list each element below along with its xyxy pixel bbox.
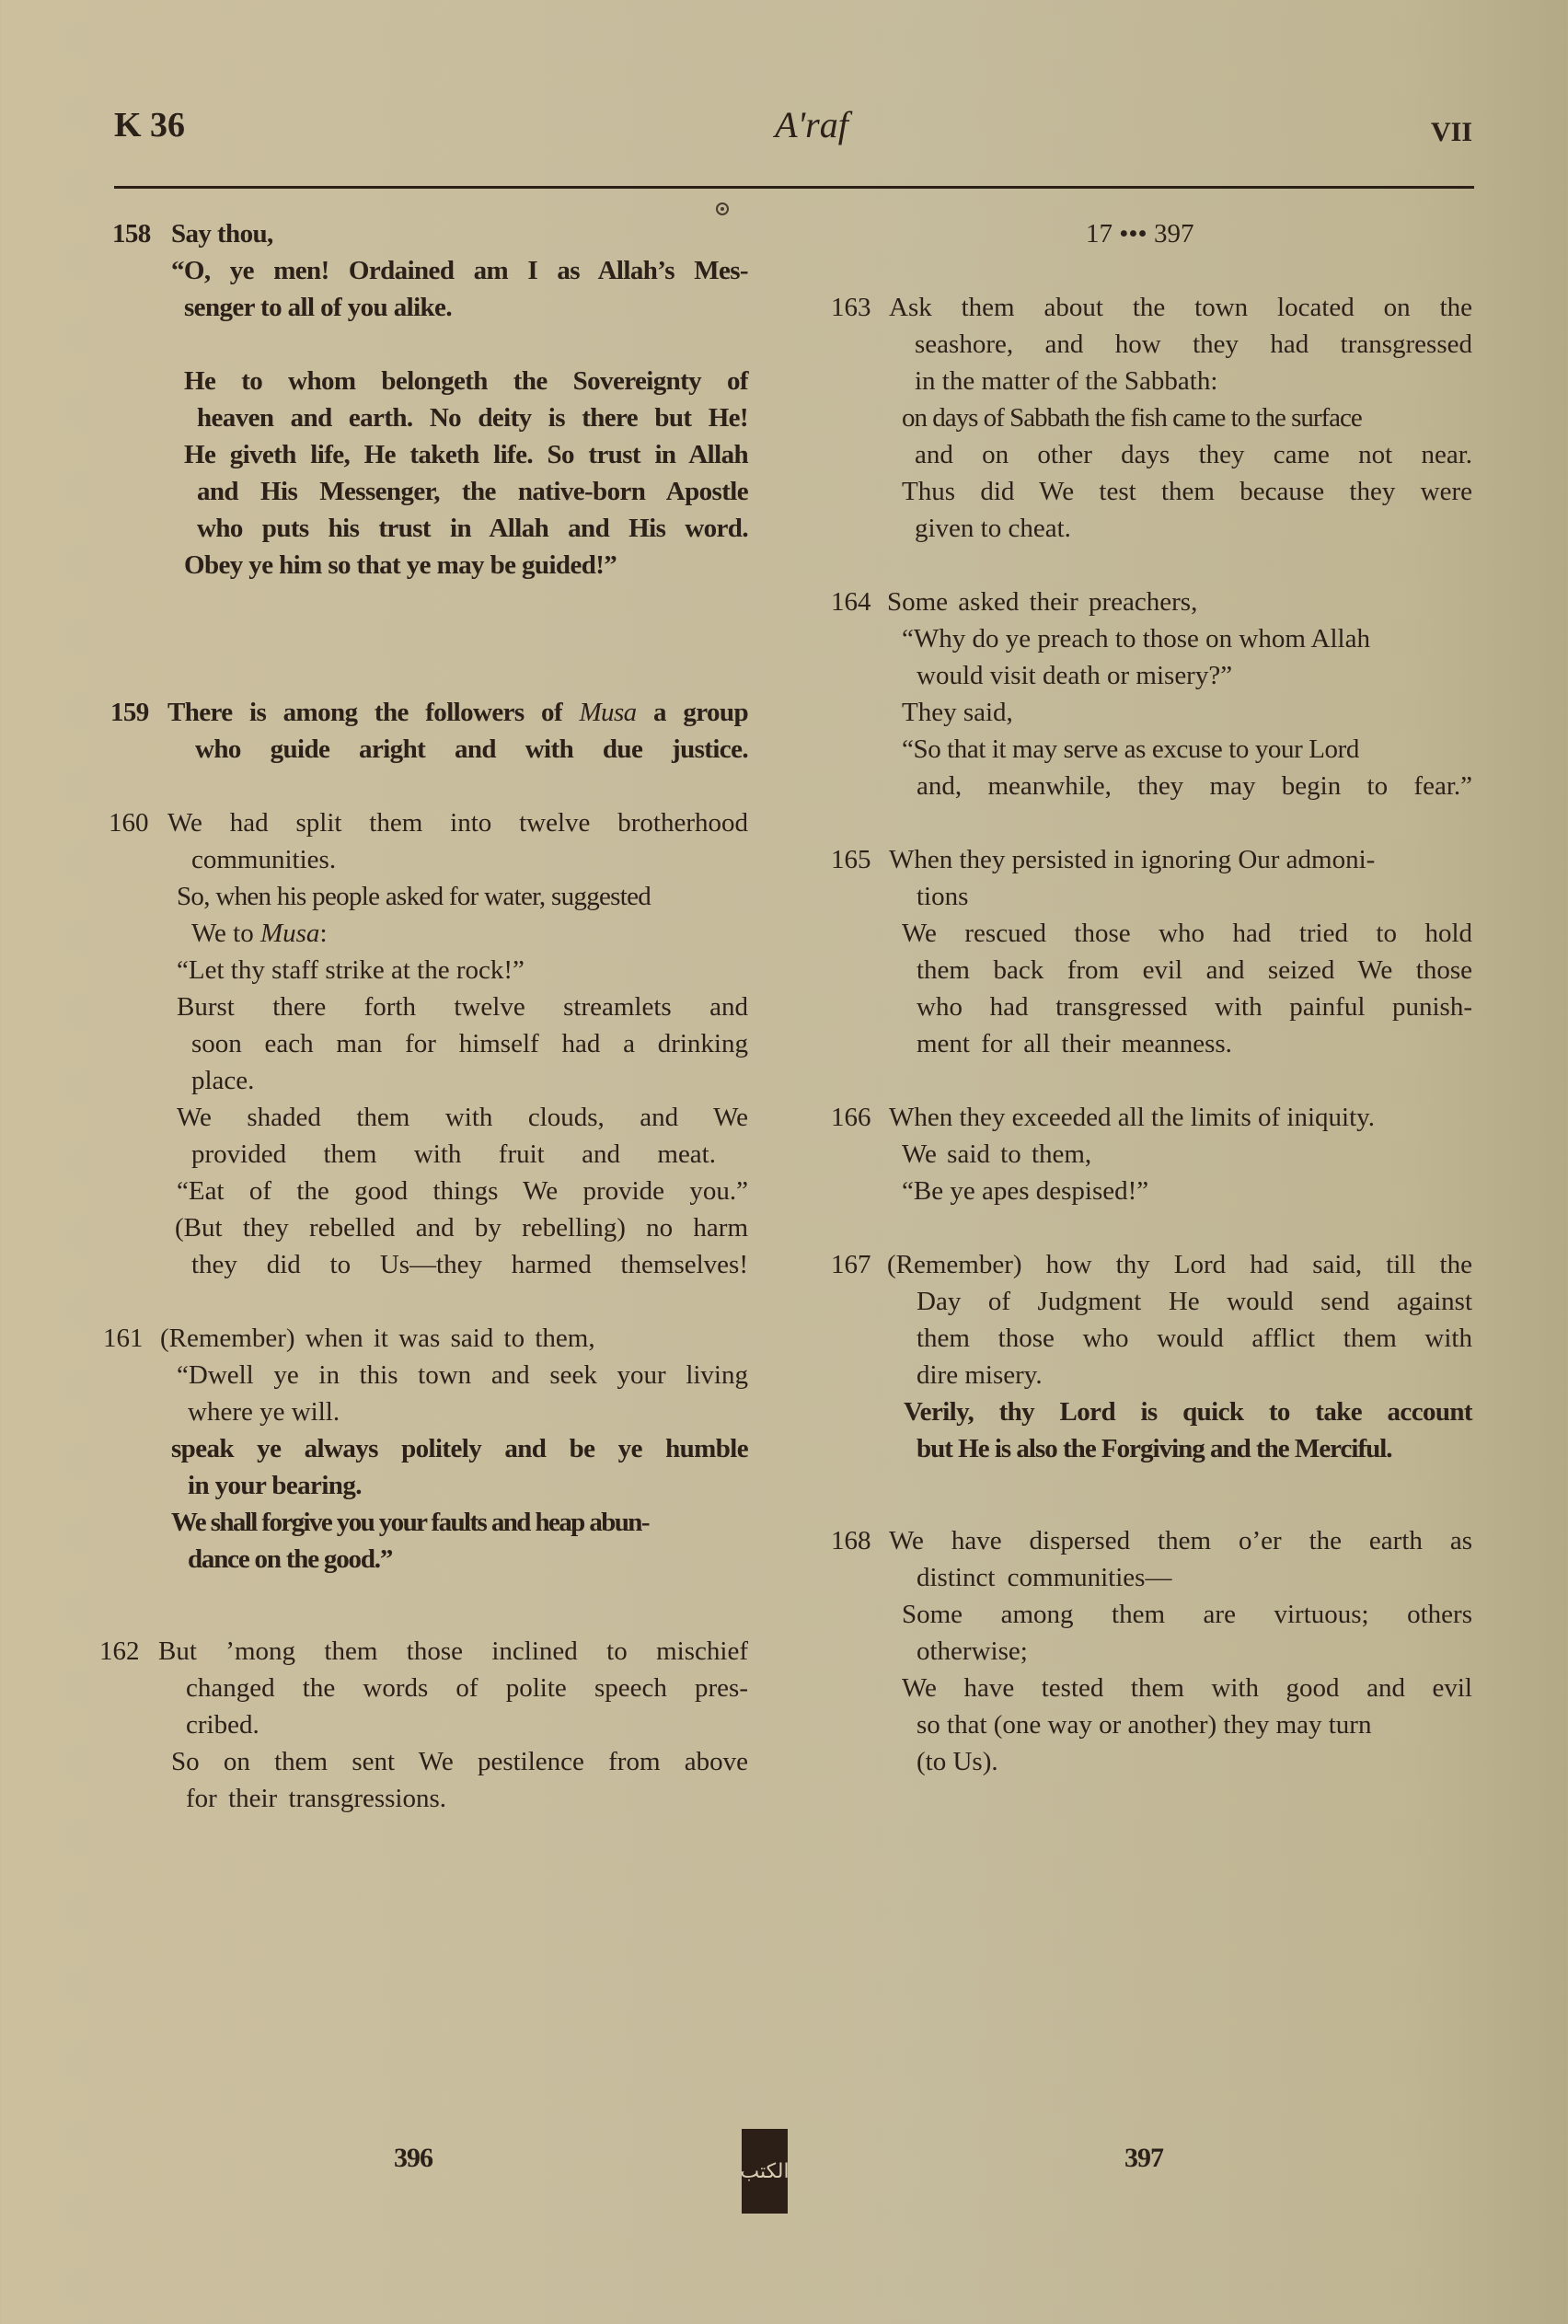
verse-text: We to: [191, 919, 260, 948]
page-number-right: 397: [1124, 2143, 1163, 2173]
verse-line: speak ye always politely and be ye humble: [171, 1434, 748, 1463]
verse-line: distinct communities—: [917, 1563, 1172, 1592]
verse-line: in your bearing.: [188, 1471, 362, 1500]
verse-line: but He is also the Forgiving and the Merciful.: [917, 1434, 1392, 1463]
verse-number: 167: [831, 1250, 871, 1279]
verse-line: and, meanwhile, they may begin to fear.”: [917, 771, 1472, 801]
verse-line: tions: [917, 882, 969, 911]
verse-line: We have tested them with good and evil: [902, 1673, 1472, 1703]
verse-line: who guide aright and with due justice.: [195, 734, 748, 764]
verse-line: But ’mong them those inclined to mischief: [158, 1636, 748, 1666]
verse-line: Thus did We test them because they were: [902, 477, 1472, 506]
verse-text: There is among the followers of: [167, 698, 580, 727]
column-marker: 17 ••• 397: [1086, 219, 1194, 249]
circle-ornament-icon: [716, 202, 729, 215]
verse-line: heaven and earth. No deity is there but He!: [197, 403, 748, 433]
verse-line: seashore, and how they had transgressed: [915, 330, 1472, 359]
verse-line: in the matter of the Sabbath:: [915, 366, 1218, 396]
verse-line: Verily, thy Lord is quick to take account: [904, 1397, 1472, 1427]
verse-number: 164: [831, 587, 871, 617]
verse-line: cribed.: [186, 1710, 259, 1740]
verse-line: Ask them about the town located on the: [889, 293, 1472, 322]
verse-line: so that (one way or another) they may turn: [917, 1710, 1372, 1740]
verse-line: them those who would afflict them with: [917, 1324, 1472, 1353]
verse-line: “Let thy staff strike at the rock!”: [177, 955, 525, 985]
verse-line: on days of Sabbath the fish came to the surface: [902, 403, 1362, 433]
verse-number: 162: [99, 1636, 140, 1666]
verse-line: them back from evil and seized We those: [917, 955, 1472, 985]
verse-line: We had split them into twelve brotherhood: [167, 808, 748, 838]
verse-line: dire misery.: [917, 1360, 1043, 1390]
verse-number: 161: [103, 1324, 144, 1353]
verse-number: 158: [112, 219, 151, 249]
logo-text: الكتب: [740, 2159, 790, 2183]
verse-line: We shaded them with clouds, and We: [177, 1103, 748, 1132]
verse-line: So, when his people asked for water, suggested: [177, 882, 651, 911]
verse-line: “Dwell ye in this town and seek your living: [177, 1360, 748, 1390]
verse-line: ment for all their meanness.: [917, 1029, 1232, 1058]
verse-line: would visit death or misery?”: [917, 661, 1233, 690]
verse-line: (Remember) when it was said to them,: [160, 1324, 595, 1353]
publisher-logo: [742, 2129, 788, 2214]
verse-line: He to whom belongeth the Sovereignty of: [184, 366, 748, 396]
verse-line: changed the words of polite speech pres-: [186, 1673, 748, 1703]
verse-line: Some asked their preachers,: [887, 587, 1198, 617]
verse-line: Say thou,: [171, 219, 273, 249]
verse-number: 163: [831, 293, 871, 322]
verse-line: We rescued those who had tried to hold: [902, 919, 1472, 948]
verse-line: We have dispersed them o’er the earth as: [889, 1526, 1472, 1555]
verse-line: Some among them are virtuous; others: [902, 1600, 1472, 1629]
verse-line: We said to them,: [902, 1139, 1092, 1169]
verse-italic-name: Musa: [259, 919, 320, 948]
verse-line: “Why do ye preach to those on whom Allah: [902, 624, 1370, 653]
verse-line: (to Us).: [917, 1747, 998, 1776]
verse-line: “Eat of the good things We provide you.”: [177, 1176, 748, 1206]
verse-line: When they persisted in ignoring Our admoni-: [889, 845, 1376, 874]
verse-line: and His Messenger, the native-born Apostle: [197, 477, 748, 506]
verse-number: 160: [109, 808, 149, 838]
verse-line: provided them with fruit and meat.: [191, 1139, 716, 1169]
verse-line: communities.: [191, 845, 337, 874]
verse-line: where ye will.: [188, 1397, 340, 1427]
verse-italic-name: Musa: [579, 698, 637, 727]
verse-line: and on other days they came not near.: [915, 440, 1472, 469]
verse-line: “So that it may serve as excuse to your Lord: [902, 734, 1360, 764]
verse-line: dance on the good.”: [188, 1544, 393, 1574]
verse-line: they did to Us—they harmed themselves!: [191, 1250, 748, 1279]
verse-line: (But they rebelled and by rebelling) no harm: [175, 1213, 748, 1243]
verse-line: [167, 694, 748, 731]
verse-line: “Be ye apes despised!”: [902, 1176, 1149, 1206]
verse-number: 159: [110, 698, 149, 727]
verse-number: 166: [831, 1103, 871, 1132]
header-rule: [114, 186, 1474, 189]
surah-number: VII: [1430, 117, 1472, 147]
verse-line: When they exceeded all the limits of iniquity.: [889, 1103, 1376, 1132]
verse-line: who had transgressed with painful punish-: [917, 992, 1472, 1022]
verse-line: Obey ye him so that ye may be guided!”: [184, 550, 617, 580]
page-number-left: 396: [394, 2143, 432, 2173]
verse-line: He giveth life, He taketh life. So trust in Allah: [184, 440, 748, 469]
surah-title: A'raf: [775, 104, 848, 145]
verse-line: They said,: [902, 698, 1013, 727]
verse-number: 165: [831, 845, 871, 874]
verse-text: :: [319, 919, 328, 948]
verse-line: (Remember) how thy Lord had said, till the: [887, 1250, 1472, 1279]
chapter-reference: K 36: [114, 106, 186, 145]
verse-line: otherwise;: [917, 1636, 1028, 1666]
verse-text: a group: [636, 698, 748, 727]
verse-line: We shall forgive you your faults and heap abun-: [171, 1508, 649, 1537]
verse-line: “O, ye men! Ordained am I as Allah’s Mes-: [171, 256, 748, 285]
verse-line: who puts his trust in Allah and His word.: [197, 514, 748, 543]
verse-line: place.: [191, 1066, 255, 1095]
verse-line: given to cheat.: [915, 514, 1071, 543]
verse-line: soon each man for himself had a drinking: [191, 1029, 748, 1058]
verse-line: Day of Judgment He would send against: [917, 1287, 1472, 1316]
verse-line: [191, 915, 328, 952]
verse-line: senger to all of you alike.: [184, 293, 452, 322]
verse-line: Burst there forth twelve streamlets and: [177, 992, 748, 1022]
verse-line: for their transgressions.: [186, 1784, 447, 1813]
verse-line: So on them sent We pestilence from above: [171, 1747, 748, 1776]
verse-number: 168: [831, 1526, 871, 1555]
